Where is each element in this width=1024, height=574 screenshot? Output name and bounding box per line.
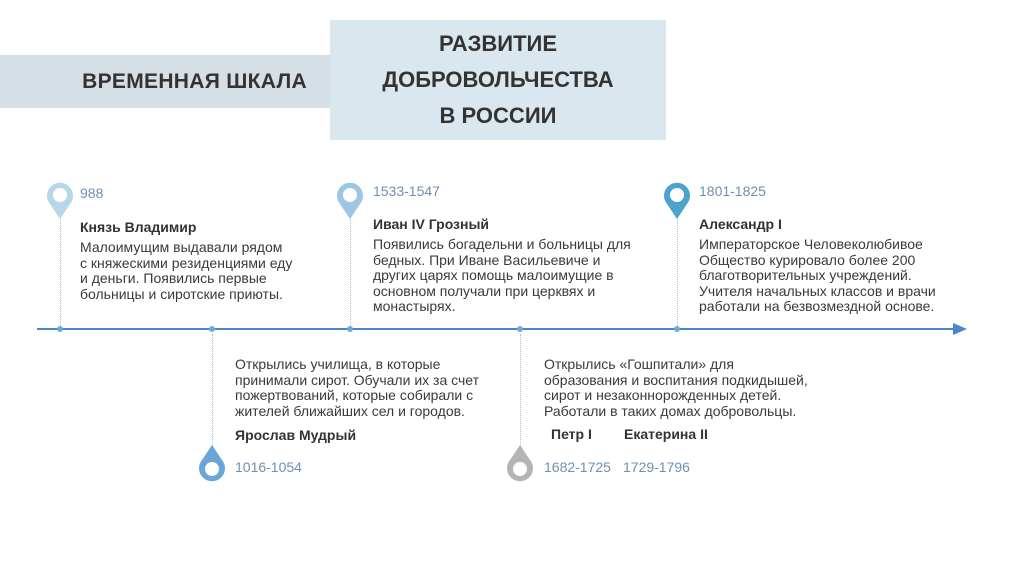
axis-tick-1533 <box>347 326 353 332</box>
event-date-1533: 1533-1547 <box>373 183 440 199</box>
timeline-label-banner <box>0 55 339 108</box>
axis-tick-1801 <box>674 326 680 332</box>
connector-1533 <box>350 214 351 326</box>
event-desc-yaroslav: Открылись училища, в которые принимали сирот. Обучали их за счет пожертвований, которые собирали с жителей ближайших сел и городов. <box>235 356 479 419</box>
event-name-alexander: Александр I <box>699 216 782 232</box>
pin-icon-1533 <box>335 180 365 220</box>
event-desc-vladimir: Малоимущим выдавали рядом с княжескими резиденциями еду и деньги. Появились первые больницы и сиротские приюты. <box>80 239 293 302</box>
event-name-vladimir: Князь Владимир <box>80 219 197 235</box>
title-line-1: РАЗВИТИЕ <box>438 31 558 56</box>
event-name-yaroslav: Ярослав Мудрый <box>235 427 357 443</box>
connector-1016 <box>212 334 213 446</box>
connector-1682 <box>520 334 521 446</box>
event-date-988: 988 <box>80 185 104 201</box>
axis-tick-988 <box>57 326 63 332</box>
event-desc-gospitali: Открылись «Гошпитали» для образования и воспитания подкидышей, сирот и незаконнорожденных детей. Работали в таких домах добровольцы. <box>544 356 808 419</box>
pin-icon-1682 <box>505 444 535 484</box>
pin-icon-988 <box>45 180 75 220</box>
event-name-ivan: Иван IV Грозный <box>373 216 490 232</box>
timeline-axis <box>37 322 967 336</box>
pin-icon-1801 <box>662 180 692 220</box>
event-date-1801: 1801-1825 <box>699 183 766 199</box>
title-line-2: ДОБРОВОЛЬЧЕСТВА <box>382 67 614 92</box>
axis-tick-1016 <box>209 326 215 332</box>
event-name-peter: Петр I <box>551 426 592 442</box>
event-name-catherine: Екатерина II <box>624 426 708 442</box>
event-desc-ivan: Появились богадельни и больницы для бедных. При Иване Васильевиче и других царях помощь малоимущие в основном получали при церквях и монастырях. <box>373 236 631 314</box>
connector-988 <box>60 214 61 326</box>
event-date-1729: 1729-1796 <box>623 459 690 475</box>
event-date-1682: 1682-1725 <box>544 459 611 475</box>
axis-tick-1682 <box>517 326 523 332</box>
title-line-3: В РОССИИ <box>439 103 557 128</box>
event-date-1016: 1016-1054 <box>235 459 302 475</box>
axis-arrowhead <box>953 323 967 335</box>
pin-icon-1016 <box>197 444 227 484</box>
event-desc-alexander: Императорское Человеколюбивое Общество курировало более 200 благотворительных учреждений. Учителя начальных классов и врачи работали на безвозмездной основе. <box>699 236 936 314</box>
timeline-label: ВРЕМЕННАЯ ШКАЛА <box>82 69 307 93</box>
connector-1801 <box>677 214 678 326</box>
title-banner <box>330 20 666 140</box>
